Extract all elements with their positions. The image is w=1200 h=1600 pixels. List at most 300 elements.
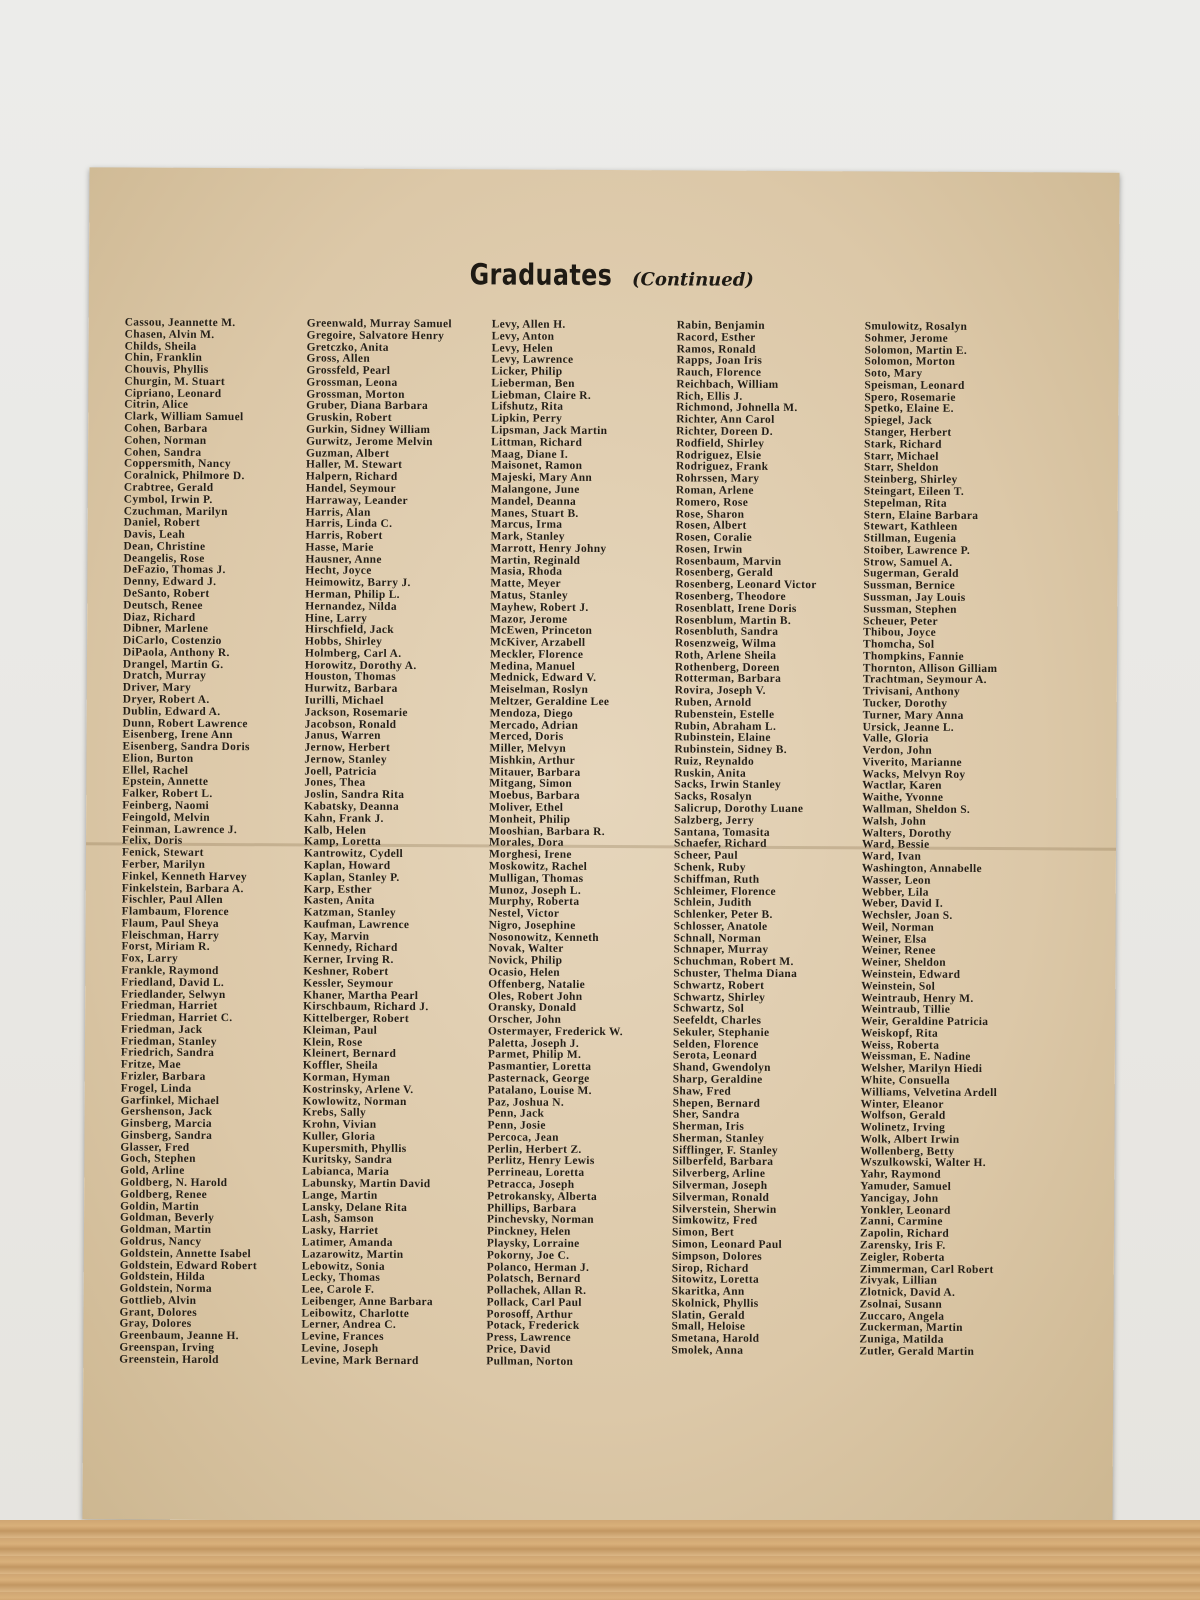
graduate-name: Percoca, Jean — [487, 1131, 559, 1144]
graduate-name: Goldberg, N. Harold — [120, 1176, 228, 1190]
graduate-name: Sherman, Stanley — [672, 1132, 765, 1145]
graduate-name: Weir, Geraldine Patricia — [861, 1015, 989, 1029]
graduate-name: Sekuler, Stephanie — [672, 1026, 770, 1039]
graduate-name: Schwartz, Shirley — [673, 990, 766, 1004]
graduate-name: Cassou, Jeannette M. — [124, 316, 236, 330]
graduate-name: Dublin, Edward A. — [122, 705, 221, 718]
graduate-name: Yonkler, Leonard — [860, 1203, 951, 1217]
graduate-name: Khaner, Martha Pearl — [303, 988, 419, 1002]
graduate-name: Sherman, Iris — [672, 1120, 745, 1133]
graduate-name: Stewart, Kathleen — [863, 520, 958, 534]
graduate-name: Verdon, John — [862, 744, 933, 757]
graduate-name: Harris, Robert — [305, 529, 383, 542]
graduate-name: Thomcha, Sol — [863, 638, 935, 651]
graduate-name: Littman, Richard — [491, 436, 583, 449]
graduate-name: Starr, Sheldon — [863, 461, 939, 475]
graduate-name: Weintraub, Tillie — [861, 1003, 951, 1017]
graduate-name: Joell, Patricia — [304, 765, 377, 778]
graduate-name: Trachtman, Seymour A. — [862, 673, 987, 687]
graduate-name: Falker, Robert L. — [122, 787, 213, 801]
graduate-name: Zanni, Carmine — [860, 1215, 943, 1229]
graduate-name: Nosonowitz, Kenneth — [488, 931, 599, 944]
graduate-name: Driver, Mary — [122, 681, 192, 695]
graduate-name: Ginsberg, Sandra — [120, 1129, 213, 1142]
graduate-name: Schlenker, Peter B. — [673, 908, 773, 921]
graduate-name: Friedman, Harriet — [121, 999, 218, 1013]
graduate-name: Rotterman, Barbara — [674, 672, 782, 686]
graduate-name: Pasmantier, Loretta — [487, 1060, 592, 1074]
graduate-name: Monheit, Philip — [489, 813, 571, 826]
graduate-name: Lieberman, Ben — [491, 377, 575, 390]
graduate-name: Fritze, Mae — [120, 1058, 182, 1072]
graduate-name: Schnall, Norman — [673, 932, 762, 945]
graduate-name: Weiner, Elsa — [861, 932, 927, 946]
graduate-name: Pollachek, Allan R. — [486, 1284, 587, 1297]
graduate-name: Sussman, Bernice — [863, 579, 956, 593]
graduate-name: Penn, Josie — [487, 1119, 546, 1132]
graduate-name: Clark, William Samuel — [124, 410, 244, 424]
graduate-name: Friedman, Jack — [121, 1023, 203, 1036]
graduate-name: Wolinetz, Irving — [860, 1121, 946, 1134]
graduate-name: Offenberg, Natalie — [488, 978, 586, 991]
graduate-name: Houston, Thomas — [304, 670, 397, 684]
page-subtitle: (Continued) — [631, 269, 754, 291]
graduate-name: Wolfson, Gerald — [860, 1109, 946, 1123]
graduate-name: Mishkin, Arthur — [489, 754, 576, 767]
graduate-name: Ruben, Arnold — [674, 696, 752, 709]
graduate-name: Gurwitz, Jerome Melvin — [306, 435, 433, 448]
graduate-name: Rabin, Benjamin — [676, 319, 765, 332]
graduate-name: Schaefer, Richard — [673, 837, 767, 851]
graduate-name: Salzberg, Jerry — [674, 814, 755, 827]
graduate-name: Silverberg, Arline — [672, 1167, 766, 1181]
graduate-name: Kowlowitz, Norman — [302, 1095, 407, 1108]
names-column-3 — [486, 319, 681, 1369]
graduate-name: Webber, Lila — [861, 885, 929, 899]
graduate-name: Perlin, Herbert Z. — [487, 1143, 582, 1156]
graduate-name: Lifshutz, Rita — [491, 400, 564, 414]
wooden-shelf — [0, 1520, 1200, 1600]
graduate-name: Horowitz, Dorothy A. — [304, 659, 417, 672]
graduate-name: Fischler, Paul Allen — [121, 893, 223, 907]
graduate-name: Williams, Velvetina Ardell — [860, 1086, 998, 1099]
graduate-name: Yancigay, John — [860, 1192, 939, 1205]
graduate-name: Korman, Hyman — [302, 1071, 391, 1084]
graduate-name: Paz, Joshua N. — [487, 1095, 565, 1109]
graduate-name: Nigro, Josephine — [488, 919, 576, 932]
graduate-name: McEwen, Princeton — [490, 624, 593, 638]
graduate-name: Seefeldt, Charles — [673, 1014, 762, 1027]
graduate-name: Stoiber, Lawrence P. — [863, 544, 971, 557]
graduate-name: Spetko, Elaine E. — [864, 402, 954, 416]
graduate-name: Rovira, Joseph V. — [674, 684, 766, 698]
graduate-name: Solomon, Martin E. — [864, 343, 968, 357]
graduate-name: Schlein, Judith — [673, 896, 752, 910]
graduate-name: Eisenberg, Irene Ann — [122, 728, 233, 742]
graduate-name: Lerner, Andrea C. — [301, 1318, 397, 1332]
graduate-name: Cohen, Norman — [124, 434, 207, 447]
graduate-name: Kirschbaum, Richard J. — [303, 1000, 429, 1014]
graduate-name: Schlosser, Anatole — [673, 920, 768, 933]
graduate-name: Thornton, Allison Gilliam — [862, 662, 998, 675]
graduate-name: Scheuer, Peter — [863, 614, 938, 628]
graduate-name: Kabatsky, Deanna — [304, 800, 400, 813]
graduate-name: Scheer, Paul — [673, 849, 738, 862]
graduate-name: Maisonet, Ramon — [490, 459, 583, 473]
graduate-name: Rosenbaum, Marvin — [675, 555, 782, 568]
graduate-name: Weiner, Sheldon — [861, 956, 947, 969]
graduate-name: Sirop, Richard — [671, 1261, 749, 1275]
names-column-4 — [671, 320, 866, 1358]
graduate-name: Morghesi, Irene — [488, 848, 572, 862]
graduate-name: Majeski, Mary Ann — [490, 471, 593, 485]
graduate-name: Childs, Sheila — [124, 340, 197, 353]
graduate-name: Lash, Samson — [302, 1212, 375, 1226]
names-column-2 — [301, 318, 496, 1368]
graduate-name: Deutsch, Renee — [123, 599, 203, 612]
graduate-name: Playsky, Lorraine — [486, 1237, 580, 1250]
graduate-name: Silverman, Ronald — [672, 1191, 770, 1204]
graduate-name: Zeigler, Roberta — [859, 1251, 945, 1264]
document-page — [82, 167, 1119, 1524]
graduate-name: Merced, Doris — [489, 730, 564, 744]
graduate-name: Harraway, Leander — [305, 494, 408, 507]
graduate-name: Munoz, Joseph L. — [488, 883, 582, 897]
graduate-name: Levine, Mark Bernard — [301, 1354, 419, 1367]
graduate-name: Kleinert, Bernard — [302, 1047, 397, 1061]
graduate-name: Strow, Samuel A. — [863, 555, 953, 569]
graduate-name: Goldstein, Edward Robert — [119, 1258, 258, 1272]
graduate-name: Stern, Elaine Barbara — [863, 508, 979, 522]
graduate-name: Diaz, Richard — [123, 611, 196, 624]
graduate-name: Latimer, Amanda — [301, 1236, 393, 1249]
graduate-name: Starr, Michael — [864, 449, 939, 463]
graduate-name: Guzman, Albert — [306, 447, 390, 460]
graduate-name: Wechsler, Joan S. — [861, 909, 953, 922]
graduate-name: Kantrowitz, Cydell — [303, 847, 404, 861]
graduate-name: Rosenbluth, Sandra — [675, 625, 779, 639]
graduate-name: Hasse, Marie — [305, 541, 374, 554]
graduate-name: Weiss, Roberta — [860, 1039, 940, 1052]
graduate-name: Simkowitz, Fred — [672, 1214, 758, 1228]
graduate-name: Gold, Arline — [120, 1164, 185, 1178]
graduate-name: Solomon, Morton — [864, 355, 956, 369]
graduate-name: Chasen, Alvin M. — [124, 328, 215, 341]
graduate-name: Kahn, Frank J. — [304, 812, 384, 825]
graduate-name: Richter, Doreen D. — [676, 425, 773, 438]
graduate-name: Zuniga, Matilda — [859, 1333, 944, 1346]
graduate-name: Schwartz, Robert — [673, 979, 765, 992]
graduate-name: Romero, Rose — [675, 496, 749, 509]
graduate-name: Sussman, Stephen — [863, 603, 957, 616]
graduate-name: Soto, Mary — [864, 367, 923, 380]
graduate-name: Rosenberg, Theodore — [675, 590, 786, 603]
graduate-name: Rapps, Joan Iris — [676, 354, 763, 368]
graduate-name: Parmet, Philip M. — [487, 1048, 582, 1062]
graduate-name: Gruber, Diana Barbara — [306, 399, 429, 413]
graduate-name: Richmond, Johnella M. — [676, 401, 798, 415]
graduate-name: Harris, Alan — [305, 505, 371, 519]
graduate-name: Morales, Dora — [488, 836, 564, 850]
graduate-name: Lansky, Delane Rita — [302, 1201, 408, 1214]
graduate-name: Potack, Frederick — [486, 1319, 580, 1333]
graduate-name: Heimowitz, Barry J. — [305, 576, 411, 590]
graduate-name: Friedman, Harriet C. — [121, 1011, 233, 1025]
graduate-name: Haller, M. Stewart — [305, 458, 403, 472]
graduate-name: Petrokansky, Alberta — [487, 1190, 598, 1203]
graduate-name: Stillman, Eugenia — [863, 532, 957, 545]
graduate-name: DeSanto, Robert — [123, 587, 210, 600]
graduate-name: Shand, Gwendolyn — [672, 1061, 771, 1075]
graduate-name: Weil, Norman — [861, 921, 935, 934]
graduate-name: Penn, Jack — [487, 1107, 545, 1121]
graduate-name: Goldstein, Norma — [119, 1282, 213, 1296]
graduate-name: Greenbaum, Jeanne H. — [119, 1329, 239, 1343]
graduate-name: Stark, Richard — [864, 438, 942, 451]
graduate-name: Pinchevsky, Norman — [487, 1213, 595, 1227]
graduate-name: Meltzer, Geraldine Lee — [489, 695, 610, 709]
graduate-name: Wszulkowski, Walter H. — [860, 1156, 987, 1170]
graduate-name: Zapolin, Richard — [859, 1227, 950, 1240]
graduate-name: Dibner, Marlene — [123, 622, 209, 636]
graduate-name: Trivisani, Anthony — [862, 685, 961, 699]
graduate-name: Patalano, Louise M. — [487, 1084, 592, 1097]
graduate-name: Feinberg, Naomi — [122, 799, 210, 812]
graduate-name: Kaplan, Stanley P. — [303, 871, 400, 884]
graduate-name: Levy, Helen — [491, 341, 554, 355]
graduate-name: Zutler, Gerald Martin — [859, 1345, 975, 1358]
graduate-name: Fox, Larry — [121, 952, 179, 965]
graduate-name: Keshner, Robert — [303, 965, 389, 978]
graduate-name: McKiver, Arzabell — [490, 636, 586, 650]
graduate-name: Levy, Anton — [491, 330, 555, 343]
graduate-name: Zlotnick, David A. — [859, 1286, 956, 1299]
graduate-name: Cipriano, Leonard — [124, 387, 222, 400]
graduate-name: Levy, Lawrence — [491, 353, 574, 367]
graduate-name: Turner, Mary Anna — [862, 709, 964, 722]
graduate-name: Gretczko, Anita — [306, 341, 389, 354]
graduate-name: Washington, Annabelle — [861, 862, 982, 875]
graduate-name: Kuritsky, Sandra — [302, 1153, 393, 1167]
graduate-name: Moskowitz, Rachel — [488, 860, 588, 873]
graduate-name: Mulligan, Thomas — [488, 872, 584, 885]
graduate-name: Maag, Diane I. — [491, 448, 569, 461]
graduate-name: Weinstein, Edward — [861, 968, 961, 981]
graduate-name: Rubin, Abraham L. — [674, 719, 777, 733]
graduate-name: Silverstein, Sherwin — [672, 1202, 777, 1216]
graduate-name: Wolk, Albert Irwin — [860, 1133, 960, 1146]
graduate-name: Stanger, Herbert — [864, 426, 952, 439]
graduate-name: Ruskin, Anita — [674, 767, 747, 780]
graduate-name: Salicrup, Dorothy Luane — [674, 802, 804, 816]
graduate-name: Kamp, Loretta — [303, 835, 382, 849]
graduate-name: Goldstein, Hilda — [119, 1270, 206, 1284]
graduate-name: Frankle, Raymond — [121, 964, 219, 977]
graduate-name: Herman, Philip L. — [305, 588, 400, 601]
graduate-name: Jones, Thea — [304, 776, 366, 790]
graduate-name: Schwartz, Sol — [673, 1002, 745, 1016]
graduate-name: Hausner, Anne — [305, 553, 382, 566]
graduate-name: Schnaper, Murray — [673, 943, 769, 957]
graduate-name: Price, David — [486, 1343, 551, 1356]
graduate-name: Rosenzweig, Wilma — [675, 637, 777, 651]
graduate-name: Grossfeld, Pearl — [306, 364, 391, 378]
graduate-name: Marcus, Irma — [490, 518, 563, 532]
graduate-name: Feingold, Melvin — [122, 811, 211, 824]
graduate-name: Cohen, Barbara — [124, 422, 208, 435]
graduate-name: Frogel, Linda — [120, 1082, 192, 1095]
graduate-name: Roman, Arlene — [675, 484, 754, 497]
graduate-name: Porosoff, Arthur — [486, 1308, 573, 1321]
graduate-name: Meckler, Florence — [489, 648, 584, 661]
graduate-name: Daniel, Robert — [123, 516, 201, 530]
graduate-name: Goldberg, Renee — [120, 1188, 208, 1201]
graduate-name: Rauch, Florence — [676, 366, 762, 379]
graduate-name: DiPaola, Anthony R. — [122, 646, 230, 659]
graduate-name: Davis, Leah — [123, 528, 186, 541]
page-heading — [89, 255, 1119, 294]
page-title: Graduates — [469, 257, 613, 293]
graduate-name: Hernandez, Nilda — [305, 600, 397, 613]
graduate-name: Czuchman, Marilyn — [123, 504, 228, 518]
graduate-name: Novak, Walter — [488, 942, 564, 956]
graduate-name: Tucker, Dorothy — [862, 697, 948, 710]
graduate-name: Weiner, Renee — [861, 944, 936, 958]
graduate-name: Lecky, Thomas — [301, 1271, 381, 1285]
graduate-name: Sohmer, Jerome — [864, 332, 949, 345]
graduate-name: Paletta, Joseph J. — [487, 1037, 580, 1050]
graduate-name: Mednick, Edward V. — [489, 671, 597, 685]
graduate-name: Kennedy, Richard — [303, 941, 398, 955]
graduate-name: Goldrus, Nancy — [119, 1235, 202, 1248]
graduate-name: Sher, Sandra — [672, 1108, 740, 1122]
graduate-name: Martin, Reginald — [490, 554, 581, 567]
graduate-name: Gottlieb, Alvin — [119, 1294, 197, 1307]
graduate-name: Shepen, Bernard — [672, 1096, 761, 1110]
graduate-name: Kasten, Anita — [303, 894, 375, 908]
graduate-name: Karp, Esther — [303, 882, 372, 896]
graduate-name: Kuller, Gloria — [302, 1130, 376, 1143]
graduate-name: Moebus, Barbara — [489, 789, 580, 803]
graduate-name: Rothenberg, Doreen — [674, 661, 780, 674]
graduate-name: Joslin, Sandra Rita — [304, 788, 405, 802]
graduate-name: Denny, Edward J. — [123, 575, 217, 589]
graduate-name: Citrin, Alice — [124, 398, 189, 412]
graduate-name: Dunn, Robert Lawrence — [122, 717, 248, 730]
graduate-name: Liebman, Claire R. — [491, 389, 592, 402]
graduate-name: Kerner, Irving R. — [303, 953, 394, 967]
graduate-name: Rosen, Irwin — [675, 543, 743, 556]
graduate-name: Ward, Bessie — [861, 838, 930, 852]
graduate-name: Silverman, Joseph — [672, 1179, 768, 1192]
graduate-name: Hecht, Joyce — [305, 564, 372, 578]
graduate-name: Rubinstein, Sidney B. — [674, 743, 787, 757]
graduate-name: Krebs, Sally — [302, 1106, 367, 1120]
graduate-name: Ostermayer, Frederick W. — [487, 1025, 623, 1038]
graduate-name: Sacks, Irwin Stanley — [674, 778, 782, 792]
graduate-name: Press, Lawrence — [486, 1331, 572, 1345]
graduate-name: Wasser, Leon — [861, 874, 931, 887]
graduate-name: Rosenblum, Martin B. — [675, 613, 792, 627]
graduate-name: Sacks, Rosalyn — [674, 790, 752, 804]
graduate-name: Gershenson, Jack — [120, 1105, 213, 1119]
graduate-name: Grossman, Leona — [306, 376, 398, 389]
graduate-name: Greenwald, Murray Samuel — [306, 317, 452, 331]
graduate-name: Klein, Rose — [302, 1036, 363, 1049]
graduate-name: Matte, Meyer — [490, 577, 562, 590]
graduate-name: Jernow, Stanley — [304, 753, 387, 766]
graduate-name: Mitgang, Simon — [489, 777, 573, 791]
graduate-name: Meiselman, Roslyn — [489, 683, 589, 697]
graduate-name: Lipsman, Jack Martin — [491, 424, 608, 438]
graduate-name: Weintraub, Henry M. — [861, 991, 974, 1005]
graduate-name: Goch, Stephen — [120, 1152, 196, 1166]
graduate-name: Rose, Sharon — [675, 507, 745, 521]
graduate-name: Zarensky, Iris F. — [859, 1239, 946, 1252]
graduate-name: Coralnick, Philmore D. — [123, 469, 245, 483]
graduate-name: Ferber, Marilyn — [121, 858, 206, 871]
graduate-name: Zuckerman, Martin — [859, 1321, 963, 1335]
graduate-name: Goldstein, Annette Isabel — [119, 1247, 252, 1260]
graduate-name: Wacks, Melvyn Roy — [862, 768, 966, 781]
graduate-name: Polanco, Herman J. — [486, 1260, 590, 1274]
graduate-name: Chouvis, Phyllis — [124, 363, 209, 377]
graduate-name: Feinman, Lawrence J. — [122, 823, 238, 836]
graduate-name: Thompkins, Fannie — [862, 650, 964, 663]
graduate-name: Miller, Melvyn — [489, 742, 567, 755]
graduate-name: Krohn, Vivian — [302, 1118, 377, 1131]
graduate-name: Stepelman, Rita — [863, 497, 947, 510]
graduate-name: Fleischman, Harry — [121, 929, 220, 942]
graduate-name: Yamuder, Samuel — [860, 1180, 952, 1193]
graduate-name: Simon, Leonard Paul — [671, 1238, 783, 1251]
graduate-name: Glasser, Fred — [120, 1141, 190, 1154]
graduate-name: Wollenberg, Betty — [860, 1145, 955, 1158]
graduate-name: Chin, Franklin — [124, 351, 203, 365]
graduate-name: DiCarlo, Costenzio — [123, 634, 222, 648]
graduate-name: Walsh, John — [862, 815, 927, 828]
graduate-name: Masia, Rhoda — [490, 565, 563, 579]
graduate-name: Rubenstein, Estelle — [674, 708, 775, 721]
graduate-name: Lange, Martin — [302, 1189, 378, 1202]
graduate-name: Waithe, Yvonne — [862, 791, 944, 805]
graduate-name: Churgin, M. Stuart — [124, 375, 226, 388]
graduate-name: Serota, Leonard — [672, 1049, 758, 1063]
graduate-name: Slatin, Gerald — [671, 1309, 745, 1322]
graduate-name: Phillips, Barbara — [487, 1202, 577, 1215]
graduate-name: Handel, Seymour — [305, 482, 396, 495]
graduate-name: Polatsch, Bernard — [486, 1272, 581, 1286]
graduate-name: Weinstein, Sol — [861, 980, 936, 993]
graduate-name: Mark, Stanley — [490, 530, 565, 543]
graduate-name: Mayhew, Robert J. — [490, 601, 589, 614]
graduate-name: Medina, Manuel — [489, 660, 576, 673]
graduate-name: Schenk, Ruby — [673, 861, 746, 874]
graduate-name: Rosen, Albert — [675, 519, 747, 533]
graduate-name: Mitauer, Barbara — [489, 766, 581, 779]
graduate-name: Levine, Frances — [301, 1330, 384, 1344]
graduate-name: Marrott, Henry Johny — [490, 542, 607, 555]
graduate-name: Mercado, Adrian — [489, 718, 579, 732]
graduate-name: Gregoire, Salvatore Henry — [306, 329, 445, 342]
graduate-name: Jackson, Rosemarie — [304, 706, 408, 719]
graduate-name: Reichbach, William — [676, 378, 779, 391]
graduate-name: Pasternack, George — [487, 1072, 590, 1085]
graduate-name: Simon, Bert — [671, 1226, 735, 1239]
graduate-name: Kostrinsky, Arlene V. — [302, 1083, 414, 1096]
graduate-name: Cymbol, Irwin P. — [123, 493, 213, 506]
graduate-name: Flaum, Paul Sheya — [121, 917, 220, 930]
